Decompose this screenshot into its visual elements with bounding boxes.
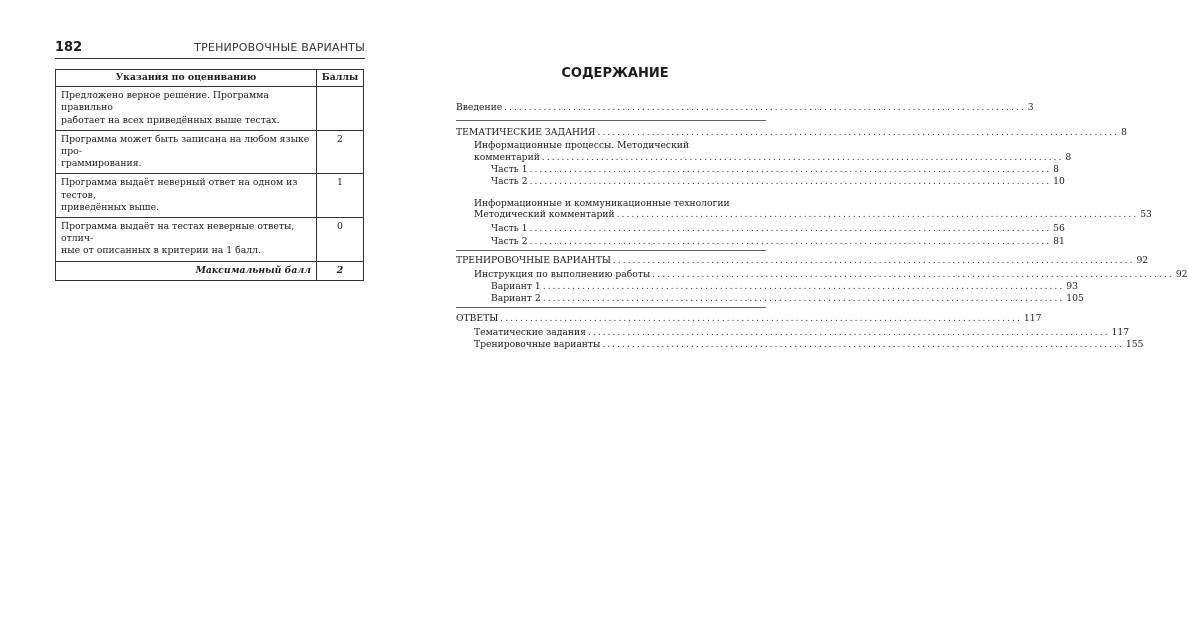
grading-table [55,69,364,281]
toc-entry-title: ТЕМАТИЧЕСКИЕ ЗАДАНИЯ [456,127,596,138]
criteria-cell [56,174,317,218]
section-divider [456,307,766,308]
toc-leader: .......................................................................................................... [541,152,1064,163]
criteria-line: ные от описанных в критерии на 1 балл. [61,245,262,257]
toc-entry-title: Методический комментарий [474,209,615,220]
toc-entry-title: Инструкция по выполнению работы [474,269,651,280]
toc-entry-page: 53 [1140,209,1152,220]
contents-title: СОДЕРЖАНИЕ [561,66,669,81]
criteria-line: приведённых выше. [61,201,160,213]
toc-entry-page: 117 [1023,313,1042,324]
toc-entry-title: Введение [456,102,503,113]
table-row [56,174,364,218]
section-divider [456,250,766,251]
toc-entry-title: Тренировочные варианты [474,339,601,350]
toc-entry[interactable] [491,175,1065,187]
toc-entry-page: 117 [1111,327,1130,338]
criteria-cell [56,218,317,262]
toc-leader: .......................................................................................................... [529,164,1052,175]
toc-entry[interactable] [456,312,1042,324]
toc-leader: .......................................................................................................... [597,127,1120,138]
toc-leader: .......................................................................................................... [602,339,1124,350]
toc-entry-title: Вариант 2 [491,293,541,304]
toc-leader: .......................................................................................................... [587,327,1110,338]
toc-entry-page: 56 [1053,223,1065,234]
criteria-cell [56,87,317,131]
toc-entry-title: ТРЕНИРОВОЧНЫЕ ВАРИАНТЫ [456,255,611,266]
page-header [55,40,365,59]
section-divider [456,120,766,121]
column-header-criteria: Указания по оцениванию [56,70,317,87]
toc-entry-page: 10 [1053,176,1065,187]
column-header-points: Баллы [317,70,364,87]
toc-leader: .......................................................................................................... [529,176,1052,187]
toc-leader: .......................................................................................................... [542,281,1065,292]
toc-entry-page: 155 [1125,339,1144,350]
toc-entry[interactable] [491,222,1065,234]
toc-leader: .......................................................................................................... [616,209,1139,220]
toc-entry-page: 92 [1136,255,1149,266]
toc-entry-title: Тематические задания [474,327,586,338]
toc-entry-page: 92 [1175,269,1188,280]
table-row [56,87,364,131]
criteria-line: Программа выдаёт на тестах неверные ответы, отлич- [61,221,295,245]
toc-leader: .......................................................................................................... [652,269,1174,280]
points-cell: 0 [317,218,364,262]
table-total-row [56,261,364,280]
toc-entry[interactable] [456,126,1127,138]
toc-leader: .......................................................................................................... [529,236,1052,247]
total-points: 2 [317,261,364,280]
toc-entry[interactable] [491,292,1084,304]
toc-entry-title: комментарий [474,152,540,163]
toc-entry-title: ОТВЕТЫ [456,313,499,324]
criteria-line: работает на всех приведённых выше тестах. [61,114,280,126]
page-number: 182 [55,40,83,55]
toc-entry[interactable] [491,235,1065,247]
points-cell: 2 [317,130,364,174]
running-title: ТРЕНИРОВОЧНЫЕ ВАРИАНТЫ [194,41,365,54]
toc-entry-page: 105 [1066,293,1084,304]
points-cell: 1 [317,174,364,218]
criteria-cell [56,130,317,174]
toc-entry-page: 93 [1066,281,1078,292]
toc-entry[interactable] [456,254,1149,266]
total-label: Максимальный балл [56,261,317,280]
table-row [56,218,364,262]
toc-leader: .......................................................................................................... [529,223,1052,234]
criteria-line: Программа может быть записана на любом языке про- [61,133,310,158]
toc-entry[interactable] [491,163,1060,175]
toc-leader: .......................................................................................................... [612,255,1135,266]
toc-entry-title-line: Информационные процессы. Методический [474,140,690,151]
toc-entry-title: Часть 1 [491,223,528,234]
toc-entry-title: Часть 2 [491,176,528,187]
criteria-line: граммирования. [61,158,142,170]
toc-entry[interactable] [474,208,1152,220]
toc-entry-title: Часть 1 [491,164,528,175]
toc-entry-title: Часть 2 [491,236,528,247]
table-header-row [56,70,364,87]
toc-entry[interactable] [474,326,1130,338]
toc-entry-title: Вариант 1 [491,281,541,292]
toc-entry-page: 8 [1121,127,1127,138]
toc-entry[interactable] [491,280,1078,292]
toc-leader: .......................................................................................................... [542,293,1065,304]
toc-entry[interactable] [474,151,1072,163]
toc-entry-page: 8 [1065,152,1072,163]
toc-entry-page: 3 [1027,102,1034,113]
points-cell [317,87,364,131]
toc-entry[interactable] [456,101,1034,113]
table-row [56,130,364,174]
criteria-line: Программа выдаёт неверный ответ на одном из тестов, [61,177,298,201]
toc-leader: .......................................................................................................... [504,102,1026,113]
toc-entry[interactable] [474,268,1188,280]
toc-entry-page: 81 [1053,236,1065,247]
toc-leader: .......................................................................................................... [500,313,1022,324]
criteria-line: Предложено верное решение. Программа правильно [61,90,269,114]
toc-entry-page: 8 [1053,164,1060,175]
toc-entry-title-line: Информационные и коммуникационные технологии [474,198,730,209]
toc-entry[interactable] [474,338,1144,350]
